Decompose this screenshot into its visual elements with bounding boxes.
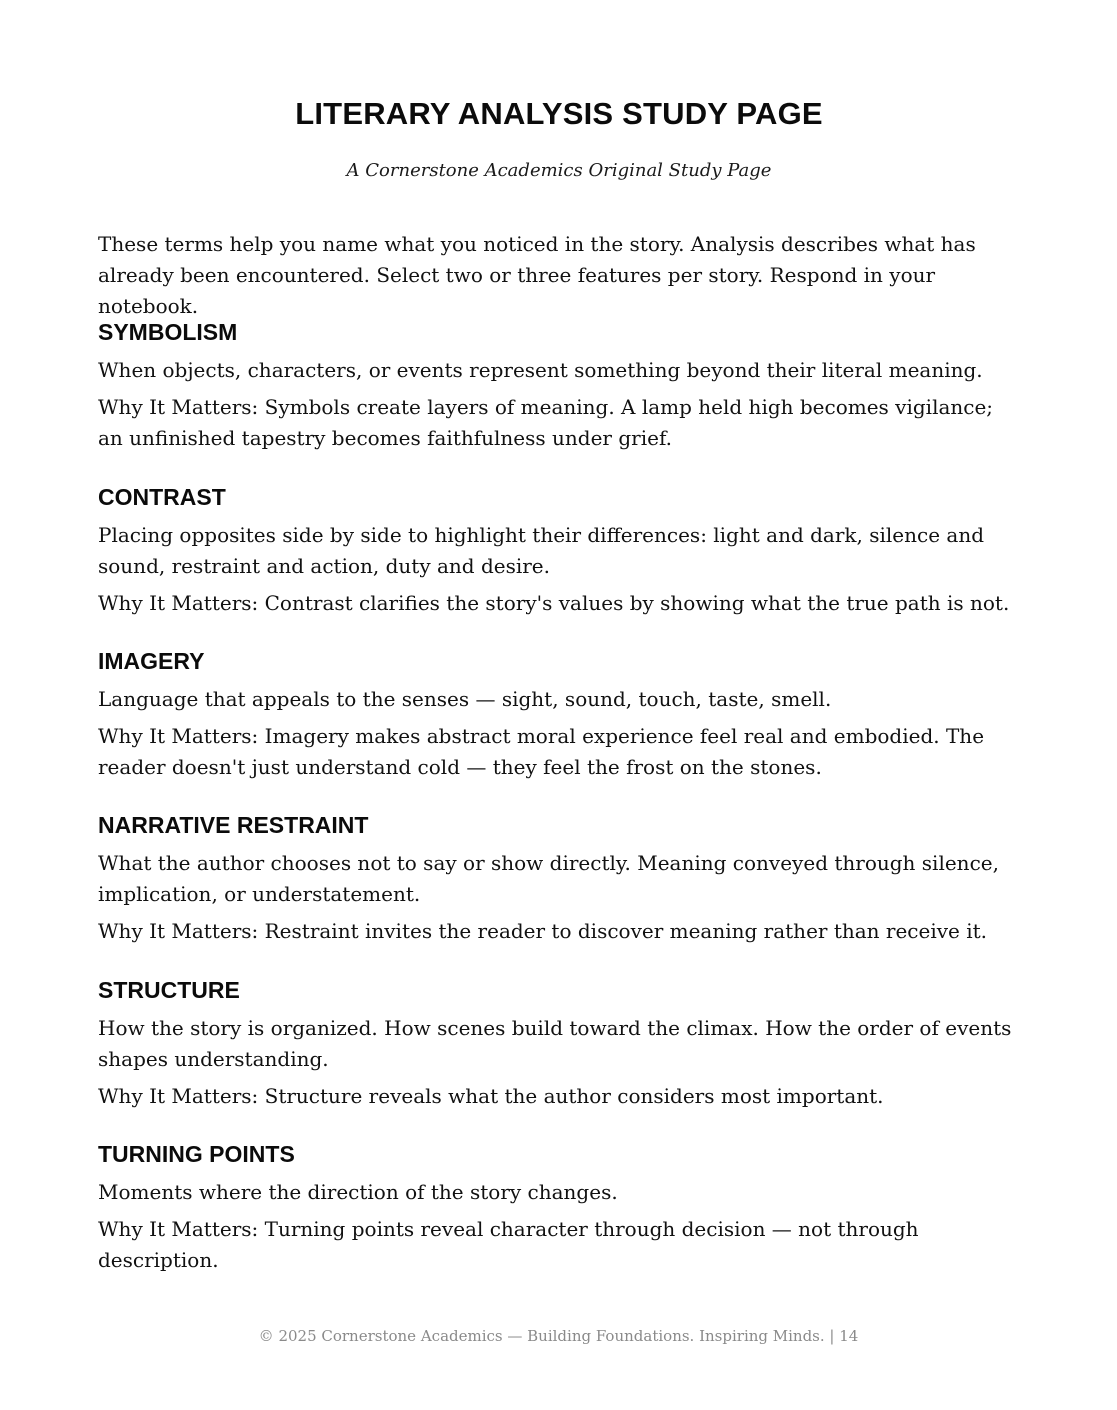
section-why-it-matters: Why It Matters: Symbols create layers of meaning. A lamp held high becomes vigilance; an unfinished tapestry becomes faithfulness under grief. bbox=[98, 395, 994, 450]
section-why-it-matters: Why It Matters: Restraint invites the reader to discover meaning rather than receive it. bbox=[98, 919, 988, 943]
section-definition: Placing opposites side by side to highlight their differences: light and dark, silence and sound, restraint and action, duty and desire. bbox=[98, 523, 985, 578]
section-definition: How the story is organized. How scenes build toward the climax. How the order of events shapes understanding. bbox=[98, 1016, 1012, 1071]
section-definition: What the author chooses not to say or show directly. Meaning conveyed through silence, implication, or understatement. bbox=[98, 851, 999, 906]
section-why-it-matters: Why It Matters: Contrast clarifies the story's values by showing what the true path is not. bbox=[98, 591, 1010, 615]
section-heading: IMAGERY bbox=[98, 648, 205, 674]
section-why-it-matters: Why It Matters: Imagery makes abstract moral experience feel real and embodied. The reader doesn't just understand cold — they feel the frost on the stones. bbox=[98, 724, 985, 779]
section-why-it-matters: Why It Matters: Turning points reveal character through decision — not through description. bbox=[98, 1217, 919, 1272]
intro-paragraph: These terms help you name what you noticed in the story. Analysis describes what has already been encountered. Select two or three features per story. Respond in your notebook. bbox=[98, 232, 976, 318]
section-why-it-matters: Why It Matters: Structure reveals what the author considers most important. bbox=[98, 1084, 884, 1108]
section-definition: Moments where the direction of the story changes. bbox=[98, 1180, 618, 1204]
section-heading: TURNING POINTS bbox=[98, 1141, 295, 1167]
section-symbolism bbox=[98, 315, 1018, 460]
section-contrast bbox=[98, 480, 1018, 625]
section-heading: SYMBOLISM bbox=[98, 319, 238, 345]
section-structure bbox=[98, 973, 1018, 1118]
page-title: LITERARY ANALYSIS STUDY PAGE bbox=[295, 96, 823, 131]
section-narrative-restraint bbox=[98, 808, 1018, 953]
section-heading: STRUCTURE bbox=[98, 977, 240, 1003]
section-heading: CONTRAST bbox=[98, 484, 226, 510]
section-definition: Language that appeals to the senses — sight, sound, touch, taste, smell. bbox=[98, 687, 832, 711]
section-definition: When objects, characters, or events represent something beyond their literal meaning. bbox=[98, 358, 983, 382]
section-heading: NARRATIVE RESTRAINT bbox=[98, 812, 369, 838]
section-turning-points bbox=[98, 1137, 1018, 1282]
page-footer: © 2025 Cornerstone Academics — Building Foundations. Inspiring Minds. | 14 bbox=[258, 1327, 859, 1345]
page-subtitle: A Cornerstone Academics Original Study Page bbox=[346, 160, 772, 181]
section-imagery bbox=[98, 644, 1018, 789]
